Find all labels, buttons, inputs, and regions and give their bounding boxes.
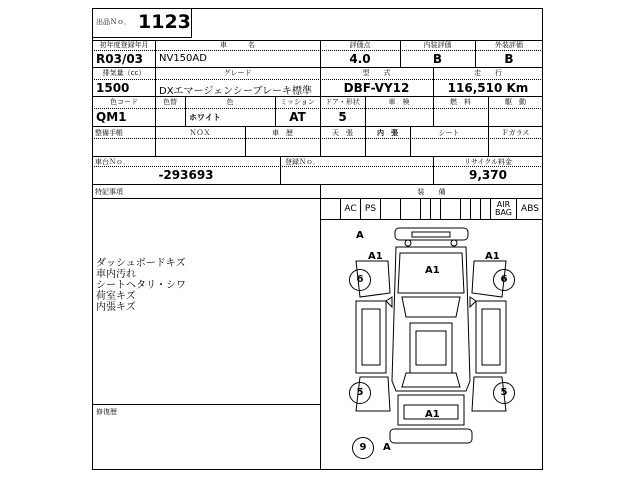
note-line: ダッシュボードキズ: [96, 258, 186, 269]
manual-label: 整備手帳: [95, 129, 123, 137]
mileage-value: 116,510 Km: [447, 81, 529, 95]
equipment-cell: [460, 199, 470, 219]
equipment-airbag: AIR BAG: [490, 199, 516, 219]
lot-number: 1123: [138, 11, 191, 33]
mileage-label: 走 行: [474, 69, 502, 77]
tire-front-left: 6: [349, 269, 371, 291]
interior-grade-value: B: [432, 52, 443, 66]
lot-label: 出品Ｎｏ．: [96, 18, 131, 26]
equipment-cell: [470, 199, 480, 219]
damage-rear-panel: A1: [425, 409, 440, 420]
damage-front-bumper: A: [356, 230, 364, 241]
history-label: 車 歴: [272, 129, 293, 137]
damage-rear-bumper: A: [383, 442, 391, 453]
grade-value: DXエマージェンシーブレーキ標準: [159, 86, 313, 97]
displacement-label: 排気量（cc）: [102, 69, 146, 77]
note-line: 車内汚れ: [96, 269, 136, 280]
chassis-label: 車台Ｎｏ．: [95, 158, 130, 166]
equipment-label: 装 備: [417, 188, 446, 196]
damage-front-right-fender: A1: [485, 251, 500, 262]
equipment-cell: [320, 199, 340, 219]
repair-history-label: 修復歴: [96, 408, 117, 416]
first-reg-value: R03/03: [96, 52, 144, 66]
color-change-label: 色替: [163, 98, 177, 106]
equipment-cell: [400, 199, 420, 219]
mission-label: ミッション: [280, 98, 315, 106]
glass-label: Ｆガラス: [501, 129, 530, 137]
model-value: NV150AD: [159, 53, 207, 64]
equipment-cell: [430, 199, 440, 219]
model-label: 車 名: [220, 41, 255, 49]
equipment-cell: [480, 199, 490, 219]
type-label: 型 式: [362, 69, 391, 77]
equipment-row: [320, 199, 543, 220]
drive-label: 駆 動: [505, 98, 526, 106]
damage-front-left-fender: A1: [368, 251, 383, 262]
seat-label: シート: [438, 129, 460, 137]
first-reg-label: 初年度登録年月: [99, 41, 149, 49]
color-value: ホワイト: [189, 113, 221, 122]
interior-panel-label: 内 張: [377, 129, 398, 137]
exterior-grade-label: 外装評価: [495, 41, 523, 49]
color-code-label: 色コード: [110, 98, 138, 106]
notes-label: 特記事項: [95, 188, 123, 196]
score-value: 4.0: [349, 52, 371, 66]
exterior-grade-value: B: [504, 52, 514, 66]
displacement-value: 1500: [96, 81, 130, 95]
mission-value: AT: [289, 110, 306, 124]
damage-hood: A1: [425, 265, 440, 276]
inspection-label: 車 検: [388, 98, 410, 106]
note-line: シートヘタリ・シワ: [96, 280, 186, 291]
roof-label: 天 張: [332, 129, 353, 137]
equipment-ps: PS: [360, 199, 380, 219]
fuel-label: 燃 料: [450, 98, 471, 106]
equipment-cell: [380, 199, 400, 219]
interior-grade-label: 内装評価: [423, 41, 452, 49]
tire-rear-left: 5: [349, 382, 371, 404]
type-value: DBF-VY12: [343, 81, 410, 95]
note-line: 内張キズ: [96, 302, 136, 313]
recycle-value: 9,370: [469, 168, 507, 182]
grade-label: グレード: [223, 69, 252, 77]
score-label: 評価点: [349, 41, 371, 49]
spare-tire: 9: [352, 437, 374, 459]
car-damage-diagram: [320, 221, 543, 470]
equipment-cell: [420, 199, 430, 219]
doors-value: 5: [338, 110, 347, 124]
notes-list: [96, 258, 186, 313]
nox-label: ＮＯＸ: [189, 129, 211, 137]
doors-label: ドア・形状: [325, 98, 360, 106]
tire-front-right: 6: [493, 269, 515, 291]
registration-label: 登録Ｎｏ．: [285, 158, 320, 166]
color-code-value: QM1: [96, 110, 127, 124]
tire-rear-right: 5: [493, 382, 515, 404]
recycle-label: リサイクル料金: [463, 158, 513, 166]
equipment-ac: AC: [340, 199, 360, 219]
note-line: 荷室キズ: [96, 291, 136, 302]
equipment-abs: ABS: [516, 199, 543, 219]
color-label: 色: [226, 98, 234, 106]
chassis-value: -293693: [158, 168, 214, 182]
equipment-cell: [440, 199, 460, 219]
